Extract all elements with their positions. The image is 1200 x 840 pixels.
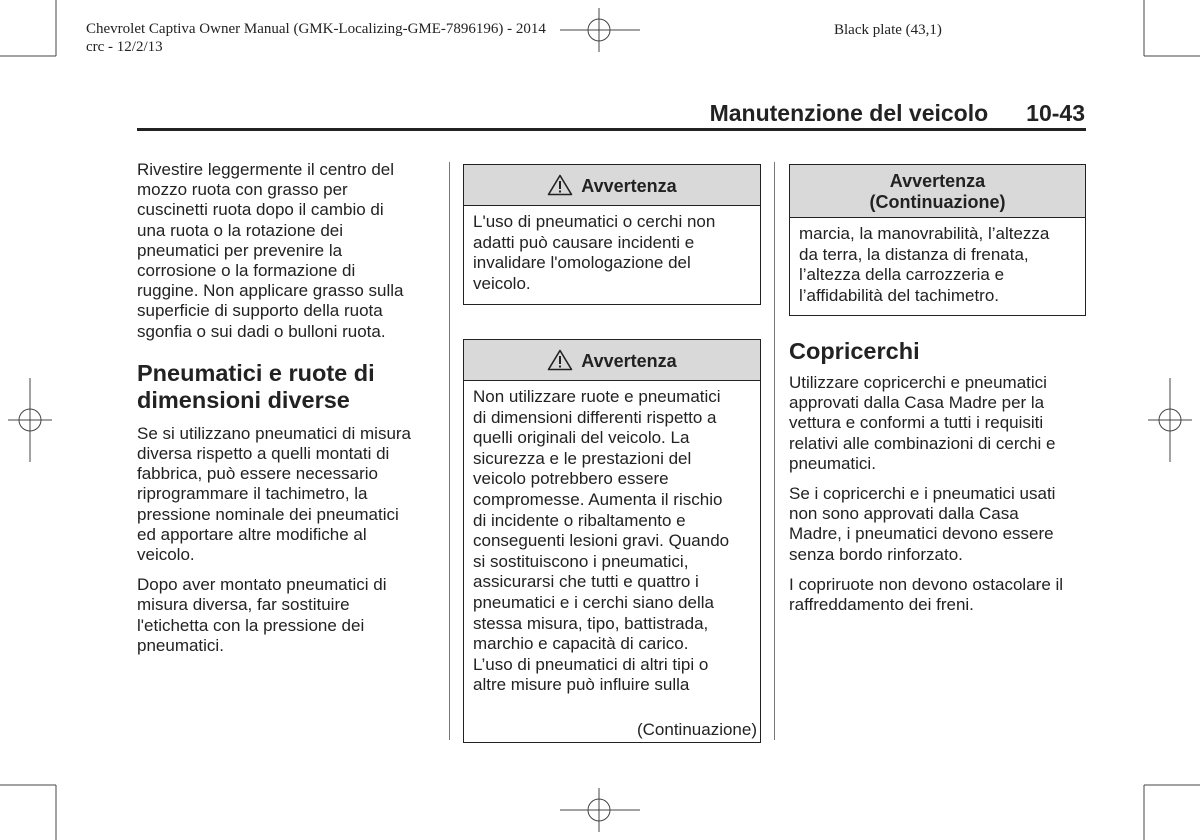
warning-body: L'uso di pneumatici o cerchi non adatti può causare incidenti e invalidare l'omologazione del veicolo. — [473, 212, 716, 293]
print-header-info — [86, 20, 546, 56]
print-plate-label: Black plate (43,1) — [834, 22, 942, 38]
warning-box-different-sizes — [463, 339, 761, 743]
continued-label: (Continuazione) — [636, 720, 757, 740]
warning-body: marcia, la manovrabilità, l’altezza da terra, la distanza di frenata, l’altezza della carrozzeria e l’affidabilità del tachimetro. — [799, 224, 1050, 305]
column-right — [789, 338, 1089, 625]
warning-header — [464, 340, 760, 381]
paragraph-different-size-tires: Se si utilizzano pneumatici di misura diversa rispetto a quelli montati di fabbrica, può essere necessario riprogrammare il tachimetro, la pressione nominale dei pneumatici ed apportare altre modifiche al veicolo. — [137, 423, 412, 565]
paragraph-tire-label: Dopo aver montato pneumatici di misura diversa, far sostituire l'etichetta con la pressione dei pneumatici. — [137, 575, 387, 655]
warning-title: Avvertenza — [889, 171, 986, 191]
warning-header — [464, 165, 760, 206]
paragraph-brake-cooling: I copriruote non devono ostacolare il raffreddamento dei freni. — [789, 574, 1064, 615]
heading-wheel-covers: Copricerchi — [789, 338, 920, 364]
section-title: Manutenzione del veicolo — [709, 100, 989, 126]
paragraph-wheel-hub-grease: Rivestire leggermente il centro del mozzo ruota con grasso per cuscinetti ruota dopo il cambio di una ruota o la rotazione dei pneumatici per prevenire la corrosione o la formazione di ruggine. Non applicare grasso sulla superficie di supporto della ruota sgonfia o sui dadi o bulloni ruota. — [137, 160, 404, 341]
warning-box-continued — [789, 164, 1086, 316]
page-number: 10-43 — [1026, 100, 1085, 126]
warning-title: Avvertenza — [581, 351, 677, 371]
warning-triangle-icon — [547, 349, 573, 371]
warning-title: Avvertenza — [581, 176, 677, 196]
paragraph-wheel-covers-not-approved: Se i copricerchi e i pneumatici usati non sono approvati dalla Casa Madre, i pneumatici devono essere senza bordo rinforzato. — [789, 484, 1056, 564]
warning-title-continued: (Continuazione) — [869, 192, 1006, 212]
print-header-title: Chevrolet Captiva Owner Manual (GMK-Localizing-GME-7896196) - 2014 — [86, 21, 546, 37]
header-rule — [137, 128, 1086, 131]
paragraph-wheel-covers-approved: Utilizzare copricerchi e pneumatici approvati dalla Casa Madre per la vettura e conformi a tutti i requisiti relativi alle combinazioni di cerchi e pneumatici. — [789, 373, 1056, 473]
column-divider-right — [774, 162, 775, 740]
warning-triangle-icon — [547, 174, 573, 196]
print-header-date: crc - 12/2/13 — [86, 39, 163, 55]
column-divider-left — [449, 162, 450, 740]
page-header — [137, 100, 1085, 127]
heading-different-size-tires: Pneumatici e ruote di dimensioni diverse — [137, 359, 375, 413]
warning-body: Non utilizzare ruote e pneumatici di dimensioni differenti rispetto a quelli originali del veicolo. La sicurezza e le prestazioni del veicolo potrebbero essere compromesse. Aumenta il rischio di incidente o ribaltamento e conseguenti lesioni gravi. Quando si sostituiscono i pneumatici, assicurarsi che tutti e quattro i pneumatici e i cerchi siano della stessa misura, tipo, battistrada, marchio e capacità di carico. L’uso di pneumatici di altri tipi o altre misure può influire sulla — [473, 387, 730, 695]
warning-header — [790, 165, 1085, 218]
column-left — [137, 160, 437, 666]
warning-box-rims — [463, 164, 761, 305]
